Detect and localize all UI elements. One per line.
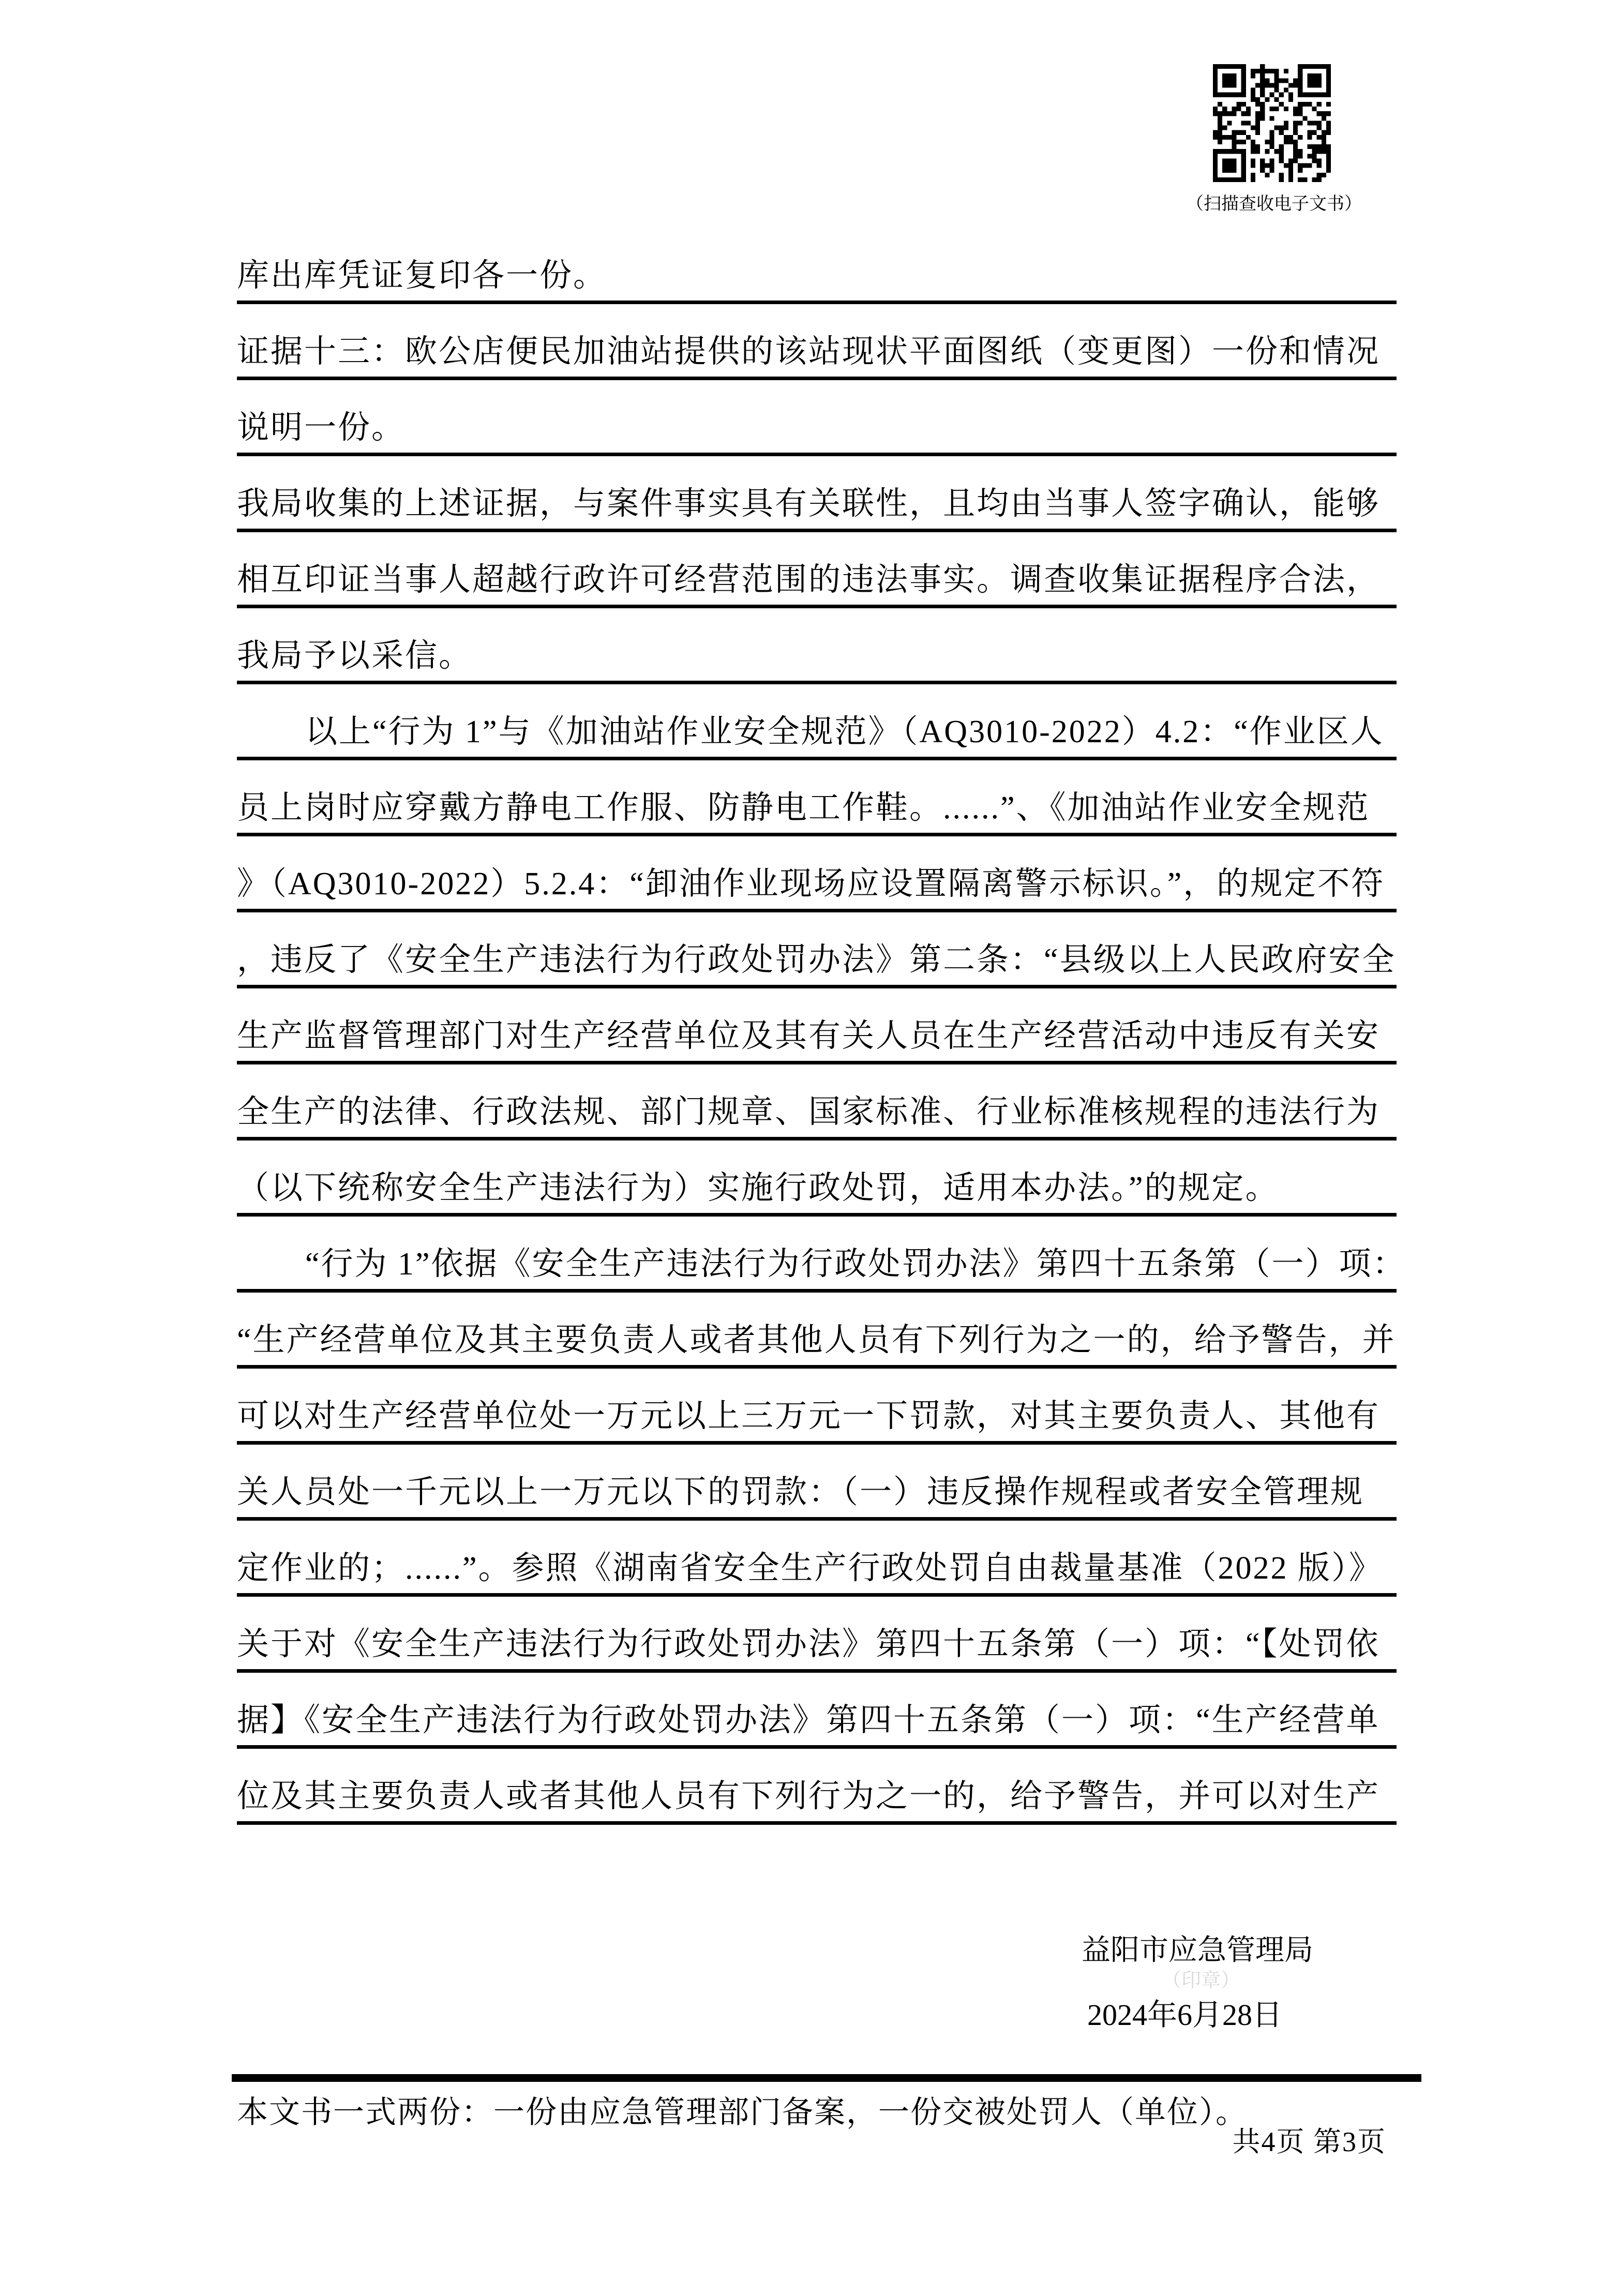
body-line xyxy=(237,380,1397,456)
body-line xyxy=(237,1521,1397,1597)
body-line xyxy=(237,1597,1397,1673)
body-line-text: 库出库凭证复印各一份。 xyxy=(237,258,607,293)
body-line-text: “生产经营单位及其主要负责人或者其他人员有下列行为之一的，给予警告，并 xyxy=(237,1323,1396,1358)
body-line xyxy=(237,304,1397,380)
signature-date: 2024年6月28日 xyxy=(1087,1998,1283,2032)
body-line xyxy=(237,228,1397,304)
body-line-text: 我局予以采信。 xyxy=(237,638,473,673)
body-line xyxy=(237,1749,1397,1825)
body-line xyxy=(237,1064,1397,1141)
body-line-text: 以上“行为 1”与《加油站作业安全规范》（AQ3010-2022）4.2：“作业区人 xyxy=(305,714,1384,749)
footer-divider xyxy=(232,2074,1421,2082)
body-line xyxy=(237,988,1397,1064)
qr-code xyxy=(1213,64,1331,182)
body-line xyxy=(237,1673,1397,1749)
body-line-text: 关于对《安全生产违法行为行政处罚办法》第四十五条第（一）项：“【处罚依 xyxy=(237,1627,1380,1662)
body-line-text: 位及其主要负责人或者其他人员有下列行为之一的，给予警告，并可以对生产 xyxy=(237,1779,1381,1814)
body-line-text: （以下统称安全生产违法行为）实施行政处罚，适用本办法。”的规定。 xyxy=(237,1170,1279,1206)
body-line-text: ，违反了《安全生产违法行为行政处罚办法》第二条：“县级以上人民政府安全 xyxy=(237,942,1396,978)
body-line-text: “行为 1”依据《安全生产违法行为行政处罚办法》第四十五条第（一）项： xyxy=(305,1247,1406,1282)
body-line-text: 证据十三：欧公店便民加油站提供的该站现状平面图纸（变更图）一份和情况 xyxy=(237,334,1381,369)
body-line-text: 可以对生产经营单位处一万元以上三万元一下罚款，对其主要负责人、其他有 xyxy=(237,1399,1381,1434)
body-line xyxy=(237,1141,1397,1217)
body-line-text: 我局收集的上述证据，与案件事实具有关联性，且均由当事人签字确认，能够 xyxy=(237,486,1381,521)
body-line xyxy=(237,760,1397,836)
body-line xyxy=(237,1369,1397,1445)
body-line-text: 全生产的法律、行政法规、部门规章、国家标准、行业标准核规程的违法行为 xyxy=(237,1094,1381,1130)
body-line-text: 定作业的；......”。参照《湖南省安全生产行政处罚自由裁量基准（2022 版）》 xyxy=(237,1551,1383,1586)
body-line-text: 》（AQ3010-2022）5.2.4：“卸油作业现场应设置隔离警示标识。”，的规定不符 xyxy=(237,866,1385,902)
body-line-text: 关人员处一千元以上一万元以下的罚款：（一）违反操作规程或者安全管理规 xyxy=(237,1475,1364,1510)
body-line-text: 说明一份。 xyxy=(237,410,406,445)
body-line xyxy=(237,456,1397,532)
page-number: 共4页 第3页 xyxy=(1232,2126,1386,2157)
body-line xyxy=(237,836,1397,912)
body-line-text: 员上岗时应穿戴方静电工作服、防静电工作鞋。......”、《加油站作业安全规范 xyxy=(237,790,1370,826)
body-line-text: 生产监督管理部门对生产经营单位及其有关人员在生产经营活动中违反有关安 xyxy=(237,1018,1381,1054)
footer-note: 本文书一式两份：一份由应急管理部门备案，一份交被处罚人（单位）。 xyxy=(237,2095,1248,2129)
body-line xyxy=(237,532,1397,608)
body-line xyxy=(237,1445,1397,1521)
body-line xyxy=(237,1217,1406,1293)
body-line xyxy=(237,1293,1397,1369)
qr-caption: （扫描查收电子文书） xyxy=(1186,194,1362,214)
seal-note: （印章） xyxy=(1162,1970,1241,1991)
body-line xyxy=(237,608,1397,684)
body-line xyxy=(237,912,1397,988)
body-line-text: 据】《安全生产违法行为行政处罚办法》第四十五条第（一）项：“生产经营单 xyxy=(237,1703,1380,1738)
agency-signature: 益阳市应急管理局 xyxy=(1082,1934,1313,1967)
body-line xyxy=(237,684,1397,760)
body-line-text: 相互印证当事人超越行政许可经营范围的违法事实。调查收集证据程序合法， xyxy=(237,562,1381,597)
